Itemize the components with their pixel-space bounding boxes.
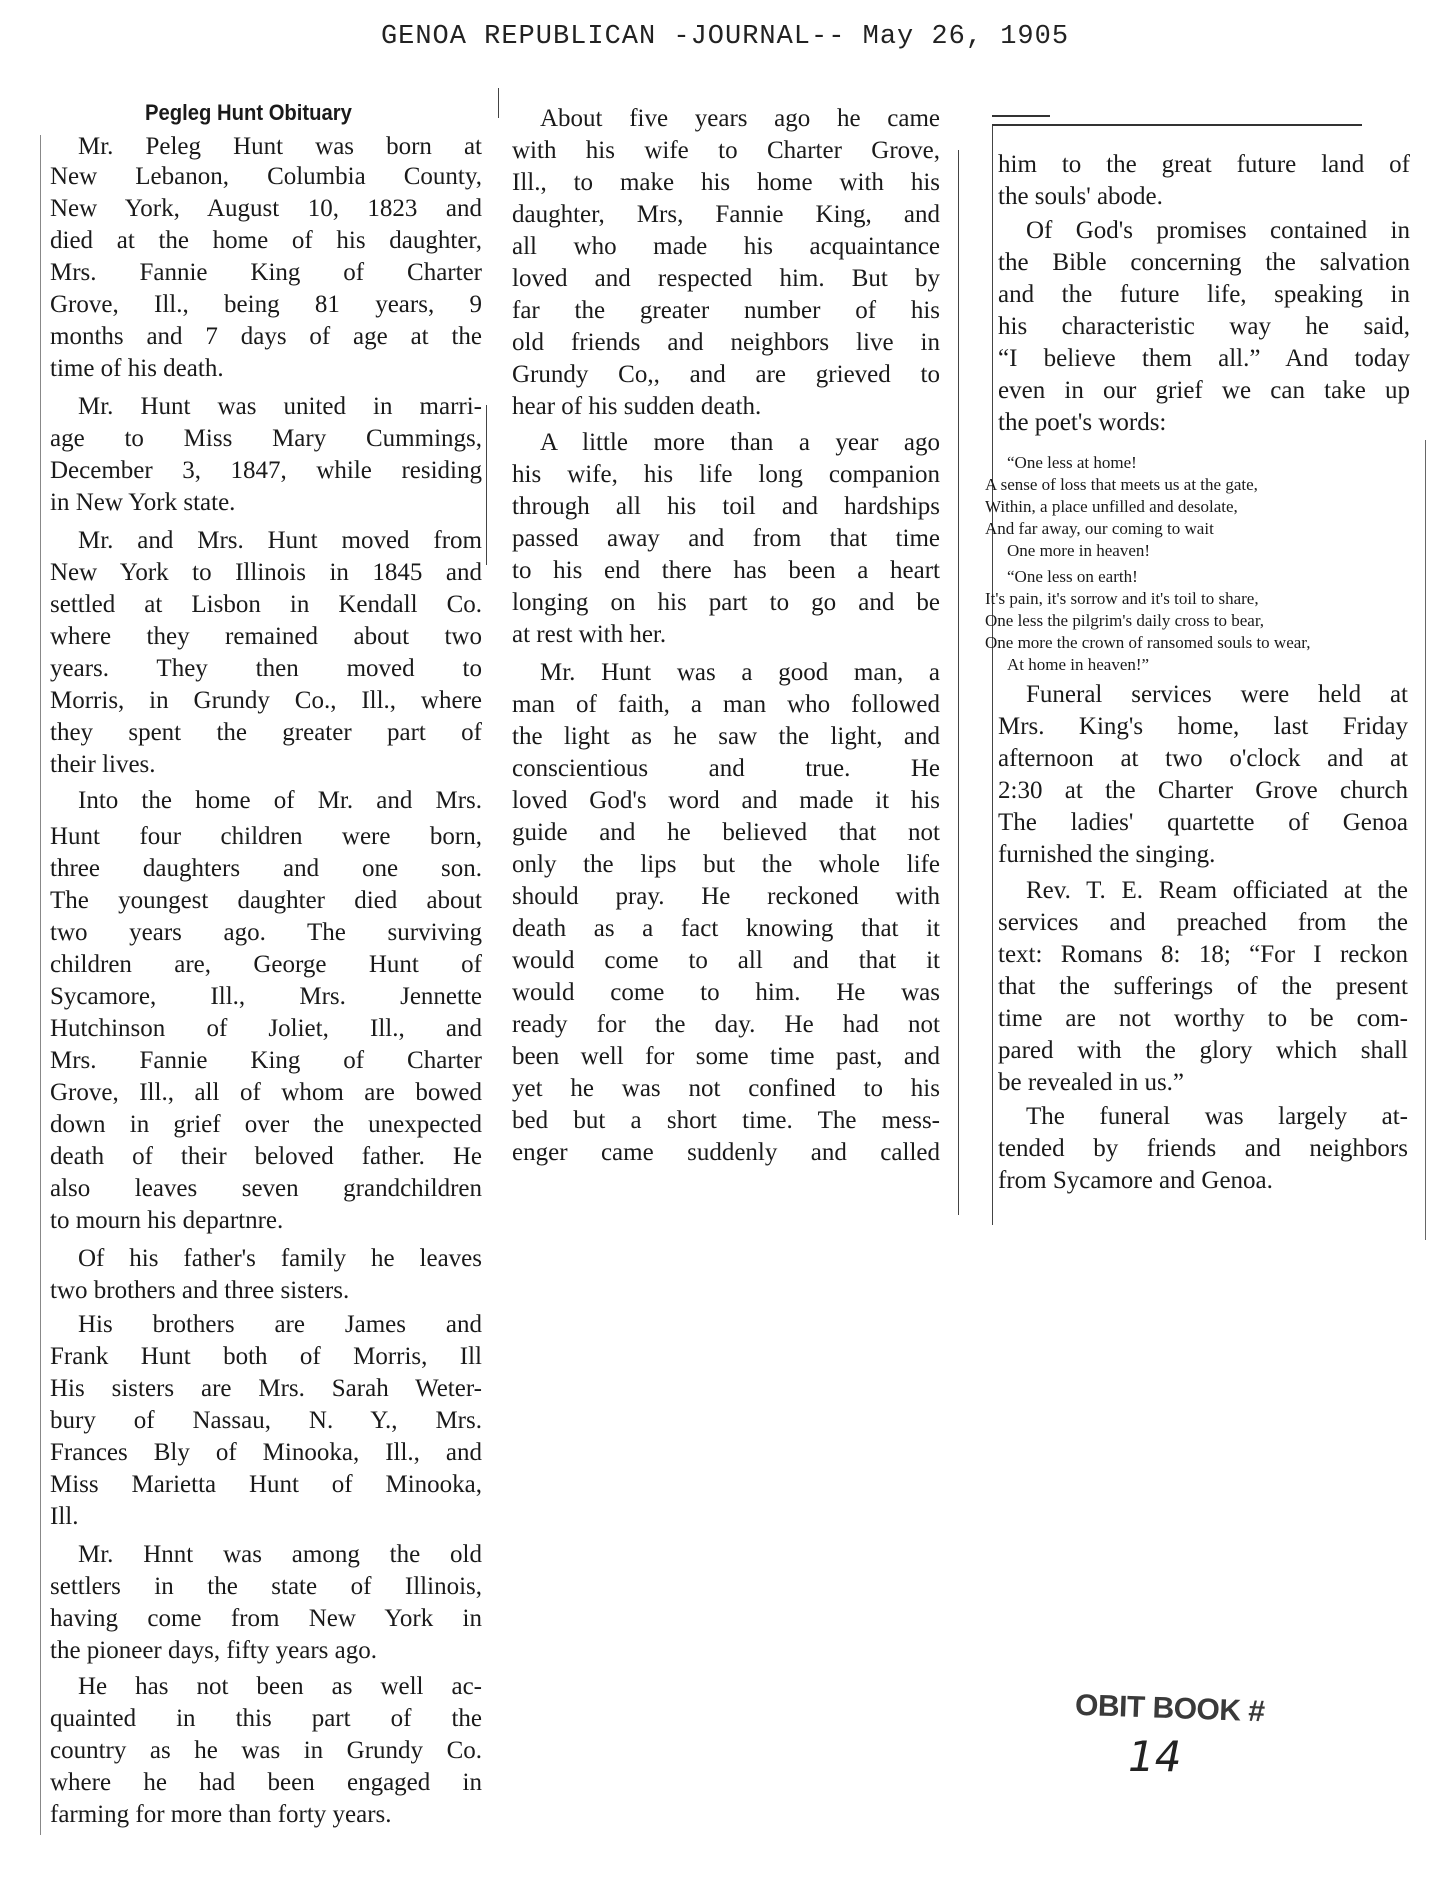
obituary-line: afternoon at two o'clock and at [998, 745, 1408, 772]
obituary-line: settlers in the state of Illinois, [50, 1573, 482, 1600]
obituary-line: the poet's words: [998, 409, 1167, 436]
obituary-line: far the greater number of his [512, 297, 940, 324]
obituary-line: Mr. Hunt was a good man, a [540, 659, 940, 686]
obituary-line: Frank Hunt both of Morris, Ill [50, 1343, 482, 1370]
poem-line: One less the pilgrim's daily cross to bear, [985, 611, 1265, 630]
obituary-line: two brothers and three sisters. [50, 1277, 350, 1304]
obituary-line: the souls' abode. [998, 183, 1163, 210]
obituary-line: their lives. [50, 751, 156, 778]
obituary-line: time of his death. [50, 355, 224, 382]
poem-line: And far away, our coming to wait [985, 519, 1214, 538]
obituary-line: loved God's word and made it his [512, 787, 940, 814]
obituary-line: Morris, in Grundy Co., Ill., where [50, 687, 482, 714]
obituary-line: guide and he believed that not [512, 819, 940, 846]
obit-book-number: 14 [1128, 1732, 1182, 1781]
obituary-line: hear of his sudden death. [512, 393, 762, 420]
obituary-line: Hunt four children were born, [50, 823, 482, 850]
obituary-line: His brothers are James and [78, 1311, 482, 1338]
obituary-line: that the sufferings of the present [998, 973, 1408, 1000]
obituary-line: months and 7 days of age at the [50, 323, 482, 350]
obituary-line: died at the home of his daughter, [50, 227, 482, 254]
poem-line: At home in heaven!” [1007, 655, 1150, 674]
poem-line: Within, a place unfilled and desolate, [985, 497, 1238, 516]
obituary-line: should pray. He reckoned with [512, 883, 940, 910]
obituary-line: settled at Lisbon in Kendall Co. [50, 591, 482, 618]
column-rule-1b [486, 405, 487, 565]
obituary-line: Mr. Hnnt was among the old [78, 1541, 482, 1568]
obituary-line: New Lebanon, Columbia County, [50, 163, 482, 190]
obituary-line: Grundy Co,, and are grieved to [512, 361, 940, 388]
column-rule-2 [958, 150, 959, 1215]
obituary-line: The ladies' quartette of Genoa [998, 809, 1408, 836]
obituary-line: conscientious and true. He [512, 755, 940, 782]
column-rule-2b [992, 125, 993, 1225]
obituary-line: children are, George Hunt of [50, 951, 482, 978]
column-rule-1 [498, 88, 499, 118]
obituary-line: Mrs. King's home, last Friday [998, 713, 1408, 740]
obituary-line: where they remained about two [50, 623, 482, 650]
obituary-line: be revealed in us.” [998, 1069, 1185, 1096]
obituary-line: would come to all and that it [512, 947, 940, 974]
obituary-line: services and preached from the [998, 909, 1408, 936]
obituary-line: him to the great future land of [998, 151, 1410, 178]
obit-book-stamp: OBIT BOOK # [1074, 1688, 1266, 1729]
obituary-line: Grove, Ill., all of whom are bowed [50, 1079, 482, 1106]
obituary-line: his characteristic way he said, [998, 313, 1410, 340]
obituary-line: Mrs. Fannie King of Charter [50, 259, 482, 286]
obituary-line: bed but a short time. The mess- [512, 1107, 940, 1134]
obituary-line: from Sycamore and Genoa. [998, 1167, 1273, 1194]
obituary-line: in New York state. [50, 489, 236, 516]
obituary-line: Mr. and Mrs. Hunt moved from [78, 527, 482, 554]
obituary-line: with his wife to Charter Grove, [512, 137, 940, 164]
poem-line: “One less at home! [1007, 453, 1137, 472]
obituary-line: Rev. T. E. Ream officiated at the [1026, 877, 1408, 904]
obituary-line: to mourn his departnre. [50, 1207, 284, 1234]
obituary-line: Frances Bly of Minooka, Ill., and [50, 1439, 482, 1466]
obituary-line: yet he was not confined to his [512, 1075, 940, 1102]
poem-line: “One less on earth! [1007, 567, 1138, 586]
obituary-line: country as he was in Grundy Co. [50, 1737, 482, 1764]
obituary-line: death of their beloved father. He [50, 1143, 482, 1170]
obituary-line: to his end there has been a heart [512, 557, 940, 584]
obituary-line: New York to Illinois in 1845 and [50, 559, 482, 586]
obituary-line: pared with the glory which shall [998, 1037, 1408, 1064]
obituary-line: bury of Nassau, N. Y., Mrs. [50, 1407, 482, 1434]
obituary-line: down in grief over the unexpected [50, 1111, 482, 1138]
obituary-line: Mr. Peleg Hunt was born at [78, 133, 482, 160]
obituary-line: text: Romans 8: 18; “For I reckon [998, 941, 1408, 968]
obituary-line: Into the home of Mr. and Mrs. [78, 787, 482, 814]
obituary-line: The youngest daughter died about [50, 887, 482, 914]
obituary-line: daughter, Mrs, Fannie King, and [512, 201, 940, 228]
obituary-line: December 3, 1847, while residing [50, 457, 482, 484]
obituary-line: Miss Marietta Hunt of Minooka, [50, 1471, 482, 1498]
obituary-line: they spent the greater part of [50, 719, 482, 746]
obituary-line: ready for the day. He had not [512, 1011, 940, 1038]
obituary-line: time are not worthy to be com- [998, 1005, 1408, 1032]
obituary-line: Mrs. Fannie King of Charter [50, 1047, 482, 1074]
obituary-line: tended by friends and neighbors [998, 1135, 1408, 1162]
obituary-line: “I believe them all.” And today [998, 345, 1410, 372]
obituary-line: He has not been as well ac- [78, 1673, 482, 1700]
obituary-line: through all his toil and hardships [512, 493, 940, 520]
obituary-line: death as a fact knowing that it [512, 915, 940, 942]
obituary-line: and the future life, speaking in [998, 281, 1410, 308]
article-title: Pegleg Hunt Obituary [145, 100, 352, 125]
obituary-line: loved and respected him. But by [512, 265, 940, 292]
obituary-line: furnished the singing. [998, 841, 1216, 868]
obituary-line: the pioneer days, fifty years ago. [50, 1637, 377, 1664]
obituary-line: Grove, Ill., being 81 years, 9 [50, 291, 482, 318]
poem-line: One more in heaven! [1007, 541, 1151, 560]
obituary-line: His sisters are Mrs. Sarah Weter- [50, 1375, 482, 1402]
obituary-line: 2:30 at the Charter Grove church [998, 777, 1408, 804]
obituary-line: even in our grief we can take up [998, 377, 1410, 404]
obituary-line: only the lips but the whole life [512, 851, 940, 878]
obituary-line: The funeral was largely at- [1026, 1103, 1408, 1130]
obituary-line: three daughters and one son. [50, 855, 482, 882]
column-rule-right [1425, 440, 1426, 1240]
obituary-line: been well for some time past, and [512, 1043, 940, 1070]
obituary-line: About five years ago he came [540, 105, 940, 132]
obituary-line: also leaves seven grandchildren [50, 1175, 482, 1202]
obituary-line: New York, August 10, 1823 and [50, 195, 482, 222]
obituary-line: age to Miss Mary Cummings, [50, 425, 482, 452]
poem-line: One more the crown of ransomed souls to wear, [985, 633, 1311, 652]
obituary-line: at rest with her. [512, 621, 667, 648]
obituary-line: Ill., to make his home with his [512, 169, 940, 196]
obituary-line: Sycamore, Ill., Mrs. Jennette [50, 983, 482, 1010]
poem-line: It's pain, it's sorrow and it's toil to share, [985, 589, 1259, 608]
obituary-line: Hutchinson of Joliet, Ill., and [50, 1015, 482, 1042]
obituary-line: enger came suddenly and called [512, 1139, 940, 1166]
obituary-line: two years ago. The surviving [50, 919, 482, 946]
obituary-line: years. They then moved to [50, 655, 482, 682]
obituary-line: his wife, his life long companion [512, 461, 940, 488]
obituary-line: Funeral services were held at [1026, 681, 1408, 708]
obituary-line: quainted in this part of the [50, 1705, 482, 1732]
column-top-rule-short [992, 115, 1050, 117]
obituary-line: old friends and neighbors live in [512, 329, 940, 356]
obituary-line: Mr. Hunt was united in marri- [78, 393, 482, 420]
obituary-line: Ill. [50, 1503, 79, 1530]
obituary-line: longing on his part to go and be [512, 589, 940, 616]
obituary-line: Of his father's family he leaves [78, 1245, 482, 1272]
obituary-line: passed away and from that time [512, 525, 940, 552]
obituary-line: man of faith, a man who followed [512, 691, 940, 718]
obituary-line: where he had been engaged in [50, 1769, 482, 1796]
obituary-line: farming for more than forty years. [50, 1801, 392, 1828]
obituary-line: the light as he saw the light, and [512, 723, 940, 750]
obituary-line: all who made his acquaintance [512, 233, 940, 260]
column-top-rule [992, 124, 1362, 126]
obituary-line: A little more than a year ago [540, 429, 940, 456]
obituary-line: the Bible concerning the salvation [998, 249, 1410, 276]
masthead: GENOA REPUBLICAN -JOURNAL-- May 26, 1905 [380, 22, 1070, 52]
obituary-line: would come to him. He was [512, 979, 940, 1006]
column-rule-left [40, 135, 41, 1835]
obituary-line: having come from New York in [50, 1605, 482, 1632]
obituary-line: Of God's promises contained in [1026, 217, 1410, 244]
poem-line: A sense of loss that meets us at the gate, [985, 475, 1258, 494]
